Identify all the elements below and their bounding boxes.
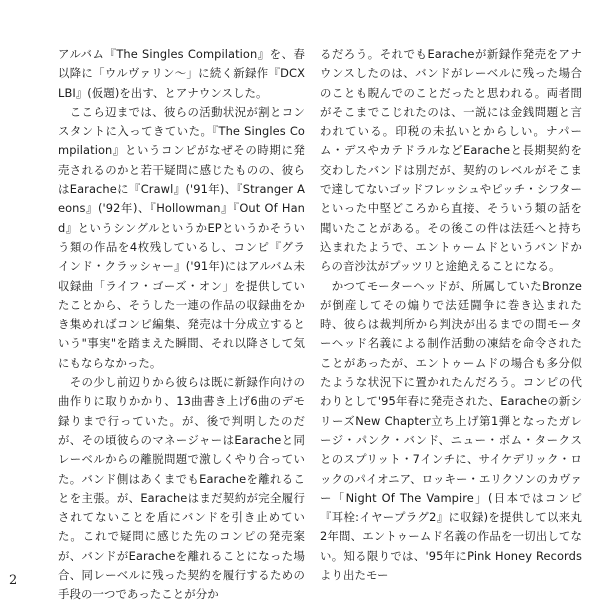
paragraph: その少し前辺りから彼らは既に新録作向けの曲作りに取りかかり、13曲書き上げ6曲のデモ録りまで行っていた。が、後で判明したのだが、その頃彼らのマネージャーはEaracheと同レーベルからの離脱問題で激しくやり合っていた。バンド側はあくまでもEaracheを離れることを主張。が、Earacheはまだ契約が完全履行されてないことを盾にバンドを引き止めていた。これで疑問に感じた先のコンピの発売案が、バンドがEaracheを離れることになった場合、同レーベルに残った契約を履行するための手段の一つであったことが分か (58, 375, 305, 602)
paragraph: ここら辺までは、彼らの活動状況が割とコンスタントに入ってきていた。『The Singles Compilation』というコンピがなぜその時期に発売されるのかと若干疑問に感じたものの、彼らはEaracheに『Crawl』('91年)、『Stranger Aeons』('92年)、『Hollowman』『Out Of Hand』というシングルというかEPというかそういう類の作品を4枚残しているし、コンピ『グラインド・クラッシャー』('91年)にはアルバム未収録曲「ライフ・ゴーズ・オン」を提供していたことから、そうした一連の作品の収録曲をかき集めればコンピ編集、発売は十分成立するという"事実"を踏まえた瞬間、それ以降さして気にもならなかった。 (58, 104, 305, 370)
page-number: 2 (9, 573, 18, 588)
paragraph: かつてモーターヘッドが、所属していたBronzeが倒産してその煽りで法廷闘争に巻き込まれた時、彼らは裁判所から判決が出るまでの間モーターヘッド名義による制作活動の凍結を命令されたことがあったが、エントゥームドの場合も多分似たような状況下に置かれたんだろう。コンピの代わりとして'95年春に発売された、Earacheの新シリーズNew Chapter立ち上げ第1弾となったガレージ・パンク・バンド、ニュー・ボム・タークスとのスプリット・7インチに、サイケデリック・ロックのパイオニア、ロッキー・エリクソンのカヴァー「Night Of The Vampire」(日本ではコンピ『耳栓:イヤープラグ2』に収録)を提供して以来丸2年間、エントゥームド名義の作品を一切出してない。知る限りでは、'95年にPink Honey Recordsより出たモー (320, 278, 583, 583)
left-text-column (58, 45, 305, 605)
paragraph: アルバム『The Singles Compilation』を、春以降に「ウルヴァリン〜」に続く新録作『DCXLBI』(仮題)を出す、とアナウンスした。 (58, 47, 305, 100)
paragraph: るだろう。それでもEaracheが新録作発売をアナウンスしたのは、バンドがレーベルに残った場合のことも睨んでのことだったと思われる。両者間がそこまでこじれたのは、一説には金銭問題と言われている。印税の未払いとからしい。ナパーム・デスやカテドラルなどEaracheと長期契約を交わしたバンドは別だが、契約のレベルがそこまで達してないゴッドフレッシュやピッチ・シフターといった中堅どころから直接、そういう類の話を聞いたことがある。その後この件は法廷へと持ち込まれたようで、エントゥームドというバンドからの音沙汰がプッツリと途絶えることになる。 (320, 47, 582, 274)
right-text-column (320, 45, 582, 585)
